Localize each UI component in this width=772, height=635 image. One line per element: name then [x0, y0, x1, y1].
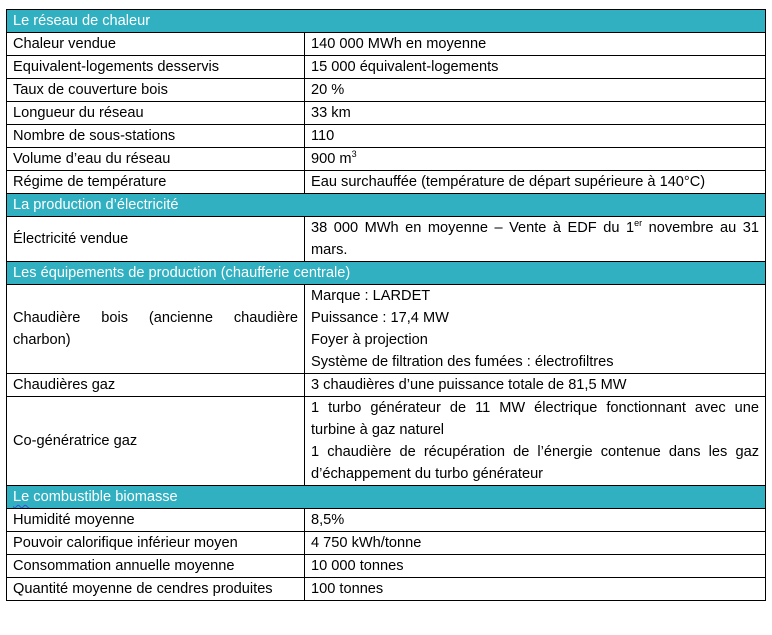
- row-label: Chaleur vendue: [7, 33, 305, 56]
- row-label: Quantité moyenne de cendres produites: [7, 578, 305, 601]
- section-title: Les équipements de production (chaufferie centrale): [7, 262, 766, 285]
- value-line: Puissance : 17,4 MW: [311, 310, 449, 326]
- table-row: [7, 102, 766, 125]
- value-text: 900 m: [311, 151, 352, 167]
- row-label: Humidité moyenne: [7, 509, 305, 532]
- table-row: [7, 171, 766, 194]
- row-value: 3 chaudières d’une puissance totale de 81,5 MW: [305, 374, 766, 397]
- row-label: Consommation annuelle moyenne: [7, 555, 305, 578]
- value-line: Système de filtration des fumées : électrofiltres: [311, 354, 614, 370]
- section-title: Le réseau de chaleur: [7, 10, 766, 33]
- row-label: Equivalent-logements desservis: [7, 56, 305, 79]
- row-value: 8,5%: [305, 509, 766, 532]
- table-row: [7, 56, 766, 79]
- row-label: Électricité vendue: [7, 217, 305, 262]
- table-row: [7, 33, 766, 56]
- value-line: 1 chaudière de récupération de l’énergie contenue dans les gaz d’échappement du turbo générateur: [311, 444, 759, 482]
- table-row: [7, 374, 766, 397]
- table-row: [7, 285, 766, 374]
- row-value: 20 %: [305, 79, 766, 102]
- section-header-row: [7, 10, 766, 33]
- document-page: [6, 9, 766, 601]
- table-row: [7, 217, 766, 262]
- row-label: Chaudières gaz: [7, 374, 305, 397]
- row-label: Nombre de sous-stations: [7, 125, 305, 148]
- section-title: La production d’électricité: [7, 194, 766, 217]
- value-text: novembre au 31 mars.: [311, 220, 759, 258]
- value-line: Foyer à projection: [311, 332, 428, 348]
- row-value: 4 750 kWh/tonne: [305, 532, 766, 555]
- row-label: Chaudière bois (ancienne chaudière charbon): [7, 285, 305, 374]
- value-line: 1 turbo générateur de 11 MW électrique fonctionnant avec une turbine à gaz naturel: [311, 400, 759, 438]
- row-value: 110: [305, 125, 766, 148]
- row-value: [305, 217, 766, 262]
- superscript: 3: [351, 149, 357, 159]
- table-row: [7, 79, 766, 102]
- section-header-row: [7, 194, 766, 217]
- table-row: [7, 125, 766, 148]
- row-value: 10 000 tonnes: [305, 555, 766, 578]
- row-label: Régime de température: [7, 171, 305, 194]
- section-title-first-word: Le: [13, 489, 30, 505]
- table-row: [7, 509, 766, 532]
- row-label: Volume d’eau du réseau: [7, 148, 305, 171]
- row-label: Longueur du réseau: [7, 102, 305, 125]
- row-value: [305, 397, 766, 486]
- row-value: 140 000 MWh en moyenne: [305, 33, 766, 56]
- row-label: Taux de couverture bois: [7, 79, 305, 102]
- superscript: er: [634, 218, 643, 228]
- row-value: [305, 148, 766, 171]
- row-label: Co-génératrice gaz: [7, 397, 305, 486]
- row-value: Eau surchauffée (température de départ supérieure à 140°C): [305, 171, 766, 194]
- table-row: [7, 555, 766, 578]
- value-text: 38 000 MWh en moyenne – Vente à EDF du 1: [311, 220, 635, 236]
- row-label: Pouvoir calorifique inférieur moyen: [7, 532, 305, 555]
- table-row: [7, 532, 766, 555]
- value-line: Marque : LARDET: [311, 288, 431, 304]
- section-header-row: [7, 262, 766, 285]
- row-value: 100 tonnes: [305, 578, 766, 601]
- section-title: [7, 486, 766, 509]
- table-row: [7, 148, 766, 171]
- section-header-row: [7, 486, 766, 509]
- row-value: [305, 285, 766, 374]
- info-table: [6, 9, 766, 601]
- table-row: [7, 578, 766, 601]
- section-title-rest: combustible biomasse: [29, 489, 178, 505]
- table-row: [7, 397, 766, 486]
- row-value: 15 000 équivalent-logements: [305, 56, 766, 79]
- row-value: 33 km: [305, 102, 766, 125]
